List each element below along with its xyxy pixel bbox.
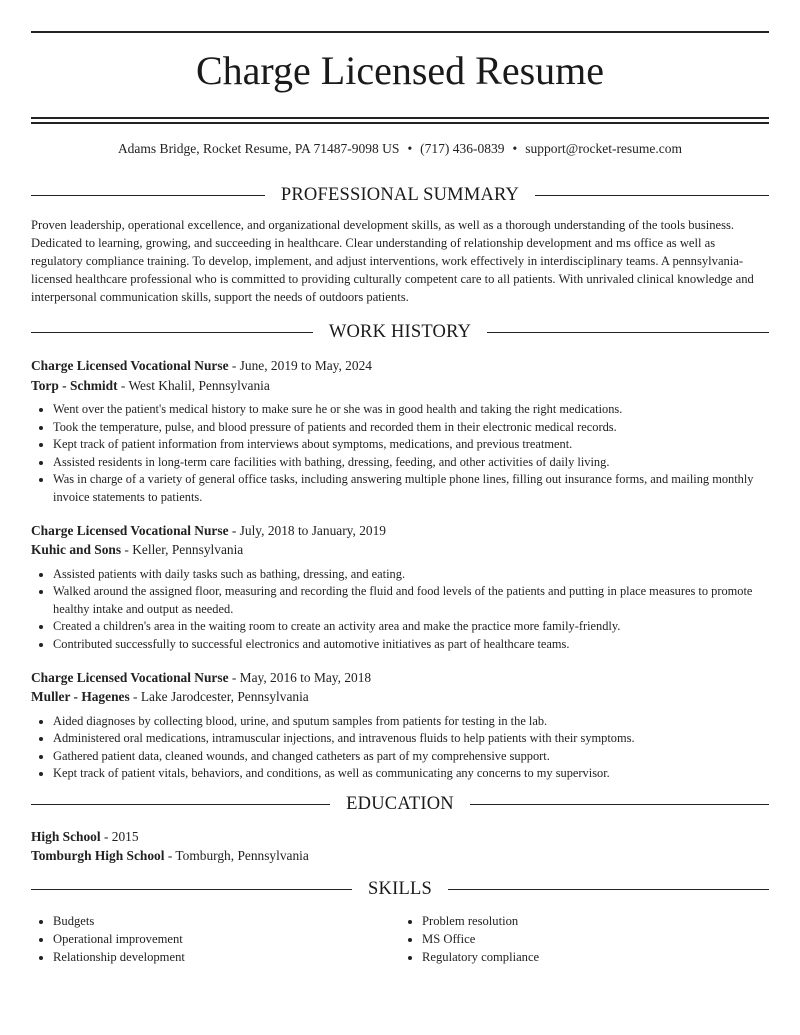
- job-company-line: [31, 687, 769, 707]
- heading-rule: [535, 195, 769, 196]
- education-degree-line: [31, 827, 769, 847]
- contact-separator: •: [512, 141, 518, 156]
- job-location: - Keller, Pennsylvania: [124, 542, 244, 558]
- list-item: • Created a children's area in the waiting room to create an activity area and make the practice more family-friendly.: [53, 618, 769, 636]
- job-bullets: [31, 401, 769, 507]
- heading-rule: [31, 889, 352, 890]
- heading-rule: [31, 804, 330, 805]
- job-dates: - July, 2018 to January, 2019: [231, 522, 386, 538]
- job-title-line: [31, 521, 769, 541]
- section-title: EDUCATION: [346, 794, 454, 815]
- section-heading-summary: [31, 183, 769, 207]
- skill-item: • Operational improvement: [53, 930, 400, 948]
- contact-line: [31, 141, 769, 161]
- job-location: - West Khalil, Pennsylvania: [120, 377, 270, 393]
- job-company: Muller - Hagenes: [31, 689, 130, 705]
- list-item: • Gathered patient data, cleaned wounds, and changed catheters as part of my comprehensive support.: [53, 748, 769, 766]
- job-entry: [31, 668, 769, 783]
- education-degree: High School: [31, 828, 101, 844]
- job-title-line: [31, 356, 769, 376]
- job-company-line: [31, 540, 769, 560]
- job-company-line: [31, 376, 769, 396]
- job-dates: - June, 2019 to May, 2024: [231, 358, 372, 373]
- heading-rule: [470, 804, 769, 805]
- list-item: • Aided diagnoses by collecting blood, urine, and sputum samples from patients for testing in the lab.: [53, 713, 769, 731]
- skills-column-left: [31, 912, 400, 966]
- skill-item: • Relationship development: [53, 948, 400, 966]
- contact-separator: •: [407, 141, 413, 156]
- heading-rule: [487, 332, 769, 333]
- job-title: Charge Licensed Vocational Nurse: [31, 522, 229, 538]
- section-heading-work: [31, 320, 769, 344]
- skill-item: • MS Office: [422, 930, 769, 948]
- skills-column-right: [400, 912, 769, 966]
- heading-rule: [31, 195, 265, 196]
- list-item: • Went over the patient's medical history to make sure he or she was in good health and taking the right medications.: [53, 401, 769, 419]
- job-bullets: [31, 566, 769, 654]
- heading-rule: [31, 332, 313, 333]
- summary-paragraph: Proven leadership, operational excellence, and organizational development skills, as well as a thorough understanding of the tools business. Dedicated to learning, growing, and succeeding in healthcare. Clear understanding of relationship development and ms office as well as regulatory compliance training. To develop, implement, and adjust interventions, work effectively in interdisciplinary teams. A pennsylvania-licensed healthcare professional who is committed to providing culturally competent care to all patients. With unrivaled clinical knowledge and interpersonal communication skills, support the needs of outdoors patients.: [31, 218, 754, 304]
- resume-page: [31, 31, 769, 966]
- job-title: Charge Licensed Vocational Nurse: [31, 358, 229, 373]
- list-item: • Assisted residents in long-term care facilities with bathing, dressing, feeding, and other activities of daily living.: [53, 454, 769, 472]
- education-school: Tomburgh High School: [31, 848, 165, 864]
- job-bullets: [31, 713, 769, 783]
- list-item: • Contributed successfully to successful electronics and automotive initiatives as part of healthcare teams.: [53, 636, 769, 654]
- skills-list: [31, 912, 769, 966]
- list-item: • Administered oral medications, intramuscular injections, and intravenous fluids to help patients with their symptoms.: [53, 730, 769, 748]
- education-year: - 2015: [103, 828, 139, 844]
- contact-email: support@rocket-resume.com: [525, 141, 683, 156]
- list-item: • Assisted patients with daily tasks such as bathing, dressing, and eating.: [53, 566, 769, 584]
- section-title: PROFESSIONAL SUMMARY: [280, 184, 520, 205]
- job-title: Charge Licensed Vocational Nurse: [31, 669, 229, 685]
- section-title: SKILLS: [368, 879, 432, 900]
- list-item: • Was in charge of a variety of general office tasks, including answering multiple phone lines, filling out insurance forms, and mailing monthly invoice statements to patients.: [53, 471, 769, 506]
- skill-item: • Problem resolution: [422, 912, 769, 930]
- heading-rule: [448, 889, 769, 890]
- list-item: • Walked around the assigned floor, measuring and recording the fluid and food levels of the patients and putting in place measures to promote healthy intake and output as needed.: [53, 583, 769, 618]
- section-title: WORK HISTORY: [328, 321, 472, 342]
- job-company: Kuhic and Sons: [31, 542, 122, 558]
- job-title-line: [31, 668, 769, 688]
- education-entry: [31, 827, 769, 866]
- job-company: Torp - Schmidt: [31, 377, 118, 393]
- job-dates: - May, 2016 to May, 2018: [231, 669, 372, 685]
- list-item: • Took the temperature, pulse, and blood pressure of patients and recorded them in their electronic medical records.: [53, 419, 769, 437]
- education-location: - Tomburgh, Pennsylvania: [167, 848, 309, 864]
- section-heading-skills: [31, 878, 769, 902]
- contact-address: Adams Bridge, Rocket Resume, PA 71487-9098 US: [117, 141, 400, 156]
- list-item: • Kept track of patient information from interviews about symptoms, medications, and previous treatment.: [53, 436, 769, 454]
- resume-title: Charge Licensed Resume: [195, 48, 605, 93]
- skill-item: • Budgets: [53, 912, 400, 930]
- job-location: - Lake Jarodcester, Pennsylvania: [133, 689, 309, 705]
- job-entry: [31, 356, 769, 507]
- job-entry: [31, 521, 769, 654]
- section-heading-education: [31, 793, 769, 817]
- top-rule: [31, 31, 769, 33]
- contact-phone: (717) 436-0839: [420, 141, 505, 156]
- title-double-rule: [31, 117, 769, 124]
- list-item: • Kept track of patient vitals, behaviors, and conditions, as well as communicating any concerns to my supervisor.: [53, 765, 769, 783]
- education-school-line: [31, 846, 769, 866]
- skill-item: • Regulatory compliance: [422, 948, 769, 966]
